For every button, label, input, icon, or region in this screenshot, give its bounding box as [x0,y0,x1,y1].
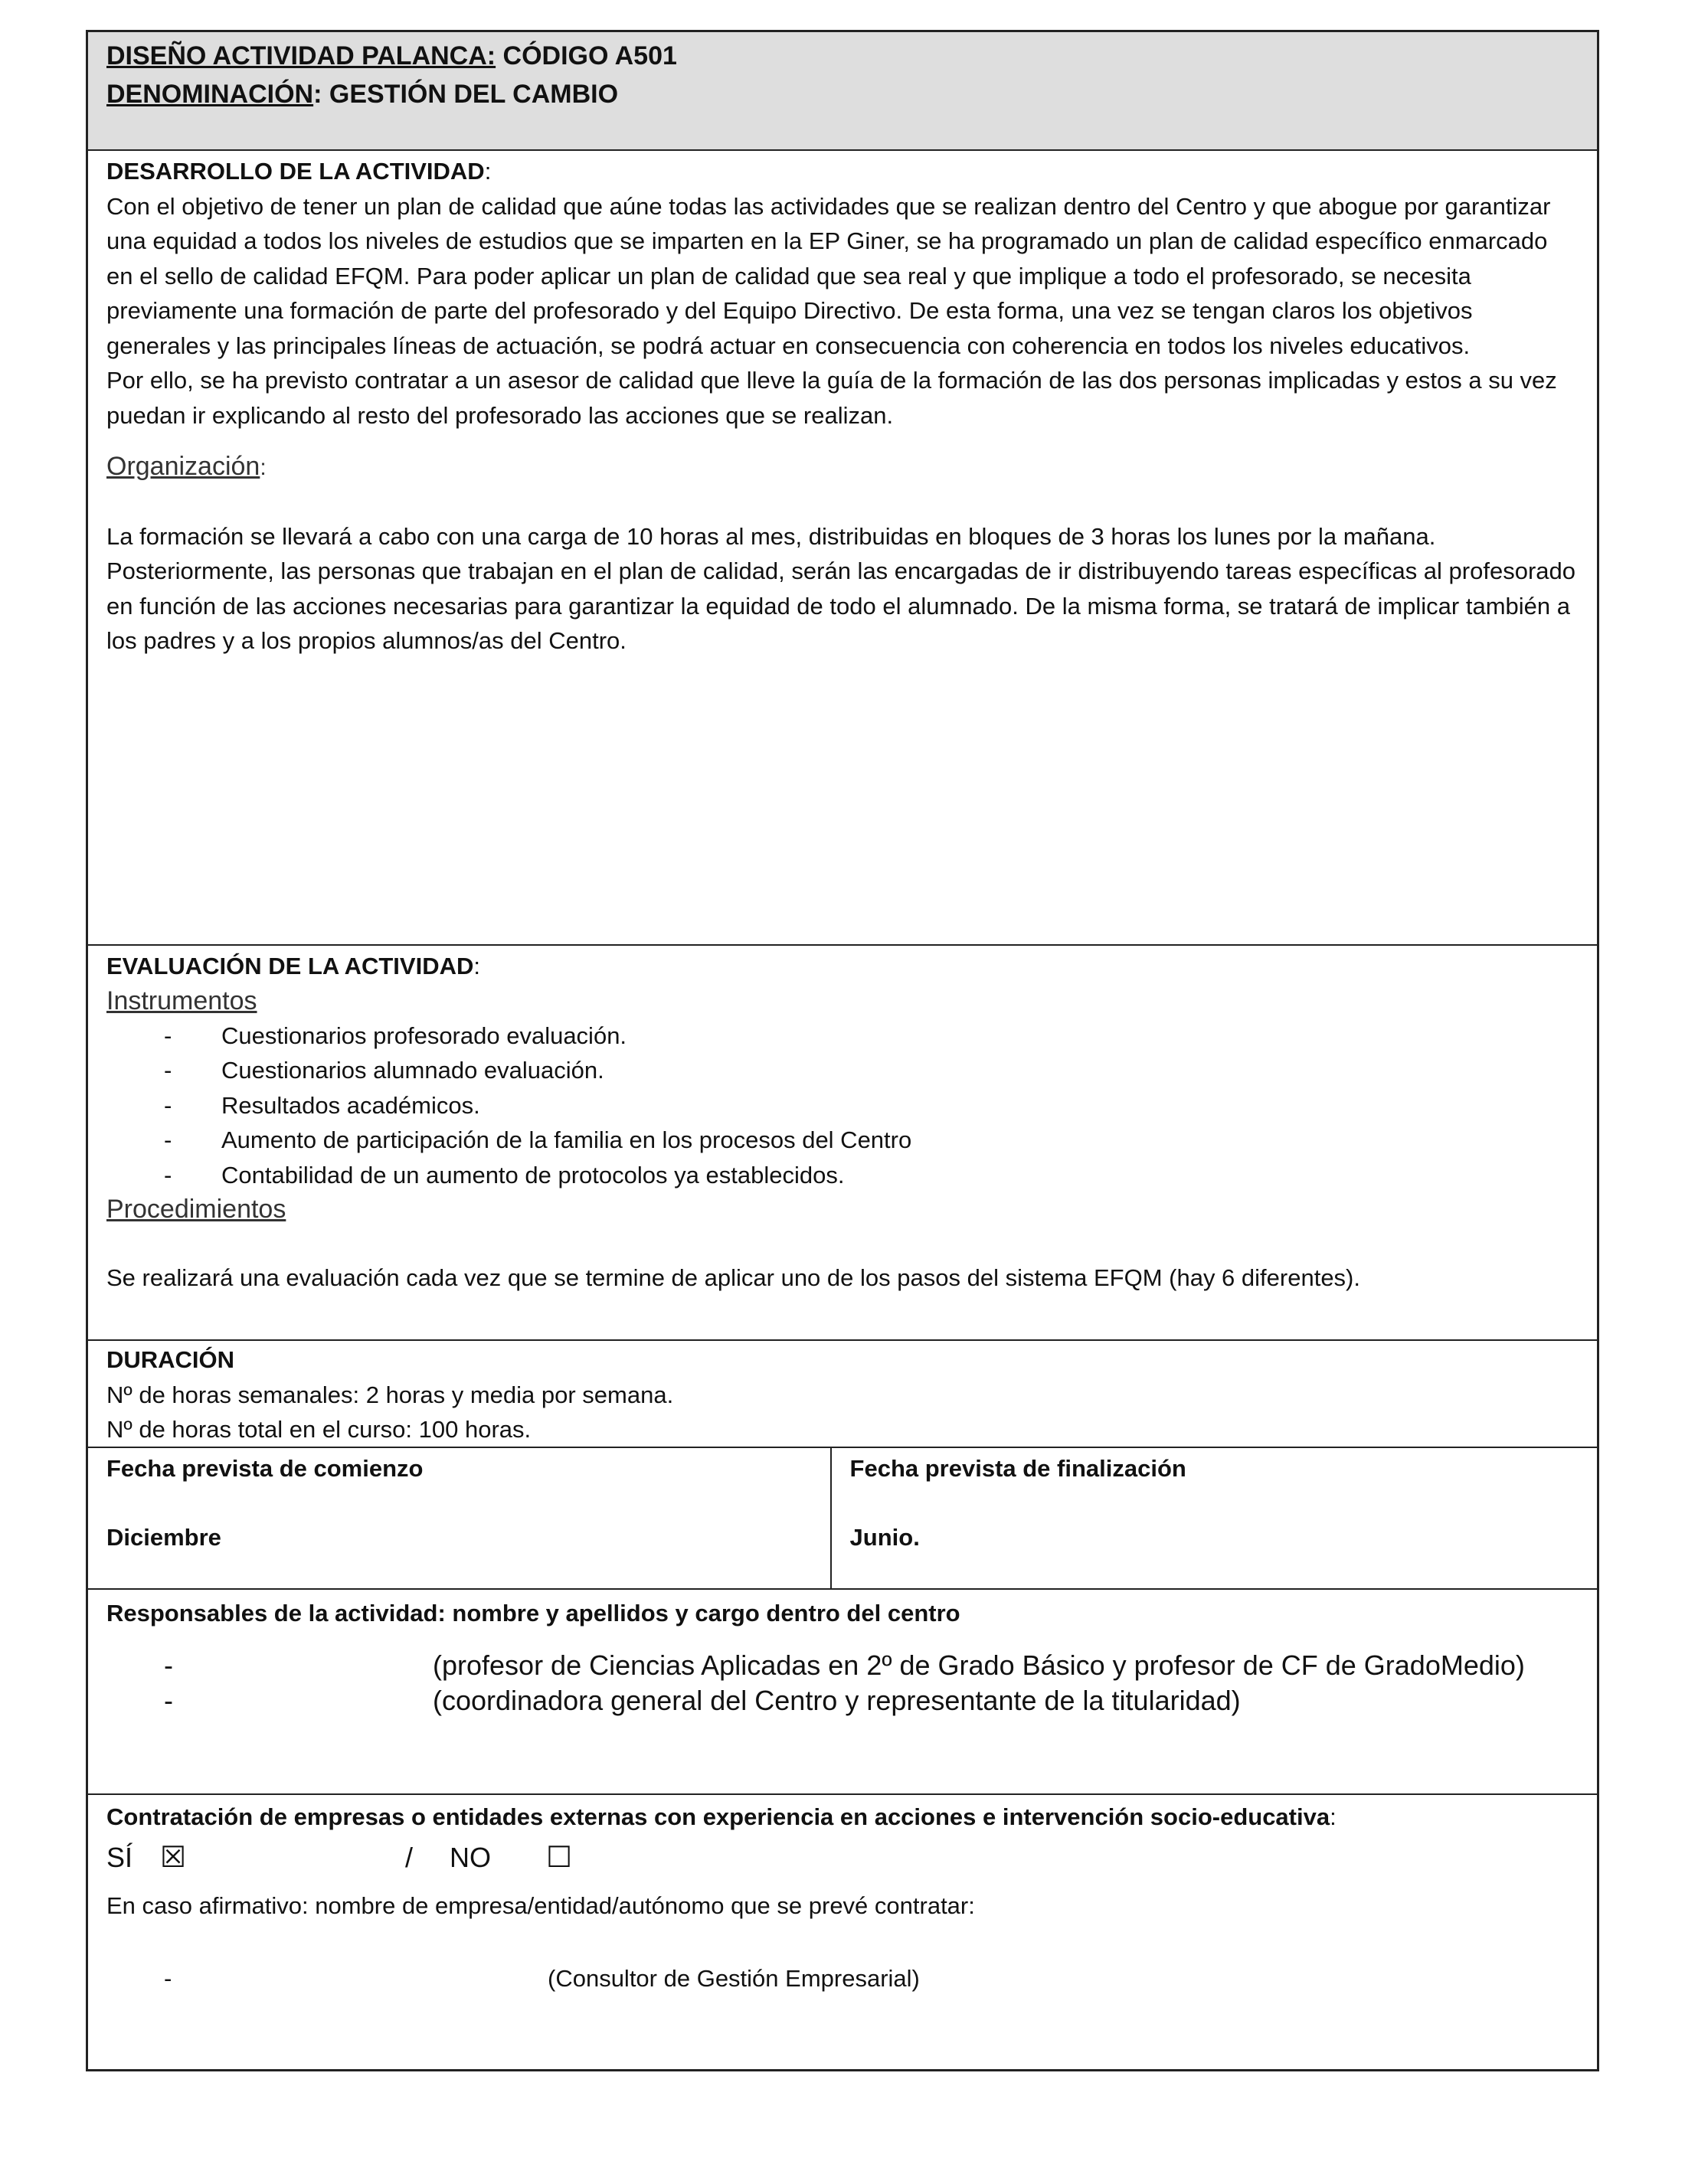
no-label: NO [450,1841,491,1873]
header-denominacion-label: DENOMINACIÓN [106,80,314,109]
instrumentos-heading: Instrumentos [106,986,257,1015]
header-line-1 [106,37,1579,75]
desarrollo-section [88,151,1597,946]
list-item: - Cuestionarios profesorado evaluación. [164,1022,627,1049]
responsables-heading: Responsables de la actividad: nombre y apellidos y cargo dentro del centro [106,1600,960,1627]
fecha-comienzo-value: Diciembre [106,1523,221,1551]
duracion-heading: DURACIÓN [106,1346,235,1373]
fechas-section [88,1448,1597,1590]
evaluacion-heading: EVALUACIÓN DE LA ACTIVIDAD: [106,953,480,979]
evaluacion-section [88,946,1597,1341]
duracion-section [88,1341,1597,1448]
header-code-value: CÓDIGO A501 [496,41,677,70]
fecha-comienzo-cell [88,1448,832,1588]
si-no-separator: / [405,1841,414,1873]
header-denominacion-value: GESTIÓN DEL CAMBIO [322,80,619,109]
header-line-2 [106,75,1579,113]
contratacion-section [88,1795,1597,2069]
no-checkbox[interactable]: ☐ [546,1841,573,1874]
afirmativo-text: En caso afirmativo: nombre de empresa/entidad/autónomo que se prevé contratar: [106,1891,975,1919]
si-no-selector [106,1835,1579,1881]
fecha-comienzo-label: Fecha prevista de comienzo [106,1455,424,1482]
fecha-finalizacion-label: Fecha prevista de finalización [849,1455,1186,1482]
si-label: SÍ [106,1841,133,1873]
header-palanca-label: DISEÑO ACTIVIDAD PALANCA: [106,41,496,70]
empresa-item: - (Consultor de Gestión Empresarial) [164,1965,920,1992]
fecha-finalizacion-cell [832,1448,1597,1588]
form-header [88,32,1597,151]
si-checkbox[interactable]: ☒ [160,1841,187,1874]
list-item: - Contabilidad de un aumento de protocolos ya establecidos. [164,1161,845,1188]
responsables-section [88,1590,1597,1795]
desarrollo-heading: DESARROLLO DE LA ACTIVIDAD: [106,158,492,185]
contratacion-heading: Contratación de empresas o entidades externas con experiencia en acciones e intervención socio-educativa: [106,1803,1337,1830]
horas-total: Nº de horas total en el curso: 100 horas. [106,1416,532,1443]
list-item: - Resultados académicos. [164,1091,480,1119]
responsable-item-2: - (coordinadora general del Centro y representante de la titularidad) [164,1684,1241,1716]
horas-semanales: Nº de horas semanales: 2 horas y media por semana. [106,1381,674,1408]
organizacion-heading: Organización: [106,452,267,481]
procedimientos-heading: Procedimientos [106,1195,286,1224]
instrumentos-list [106,1018,1579,1193]
header-denominacion-colon: : [313,80,322,109]
list-item: - Cuestionarios alumnado evaluación. [164,1057,604,1084]
list-item: - Aumento de participación de la familia en los procesos del Centro [164,1126,912,1153]
activity-form [86,30,1599,2071]
procedimientos-text: Se realizará una evaluación cada vez que se termine de aplicar uno de los pasos del sistema EFQM (hay 6 diferentes). [106,1264,1360,1291]
desarrollo-paragraph-1: Con el objetivo de tener un plan de calidad que aúne todas las actividades que se realizan dentro del Centro y que abogue por garantizar una equidad a todos los niveles de estudios que se imparten en la EP Giner, se ha programado un plan de calidad específico enmarcado en el sello de calidad EFQM. Para poder aplicar un plan de calidad que sea real y que implique a todo el profesorado, se necesita previamente una formación de parte del profesorado y del Equipo Directivo. De esta forma, una vez se tengan claros los objetivos generales y las principales líneas de actuación, se podrá actuar en consecuencia con coherencia en todos los niveles educativos. [106,192,1551,359]
fecha-finalizacion-value: Junio. [849,1523,920,1551]
organizacion-paragraph: La formación se llevará a cabo con una carga de 10 horas al mes, distribuidas en bloques de 3 horas los lunes por la mañana. Posteriormente, las personas que trabajan en el plan de calidad, serán las encargadas de ir distribuyendo tareas específicas al profesorado en función de las acciones necesarias para garantizar la equidad de todo el alumnado. De la misma forma, se tratará de implicar también a los padres y a los propios alumnos/as del Centro. [106,522,1575,654]
responsable-item-1: - (profesor de Ciencias Aplicadas en 2º de Grado Básico y profesor de CF de GradoMedio) [164,1649,1525,1681]
desarrollo-paragraph-2: Por ello, se ha previsto contratar a un asesor de calidad que lleve la guía de la formación de las dos personas implicadas y estos a su vez puedan ir explicando al resto del profesorado las acciones que se realizan. [106,367,1557,429]
